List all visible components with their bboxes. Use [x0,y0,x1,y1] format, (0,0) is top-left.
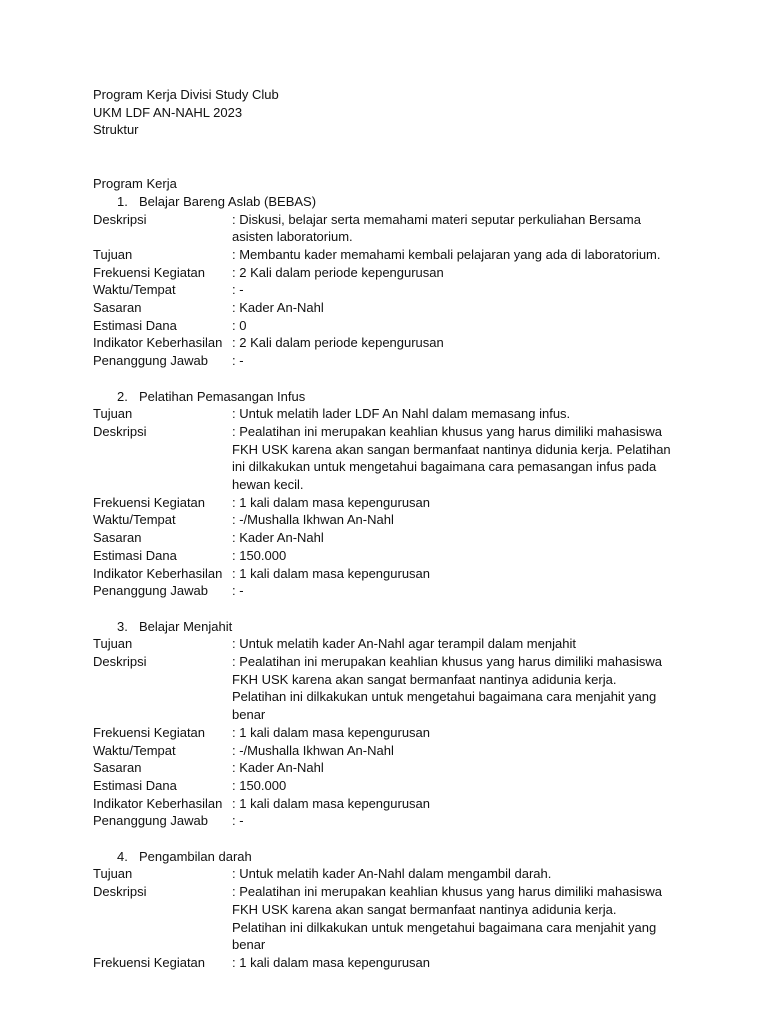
field-value: : 0 [232,317,247,333]
field-value: : Untuk melatih kader An-Nahl agar terampil dalam menjahit [232,636,576,652]
field-label: Frekuensi Kegiatan [93,955,206,970]
field-label: Estimasi Dana [93,547,177,563]
field-label: Tujuan [93,246,133,262]
section-title-text: Belajar Bareng Aslab (BEBAS) [139,193,317,209]
field-value: : - [232,282,244,298]
field-row [93,795,728,813]
doc-title-line-3: Struktur [93,122,139,138]
field-row [93,281,728,299]
field-row [93,423,728,494]
field-value: : 150.000 [232,547,287,563]
doc-title-line-2: UKM LDF AN-NAHL 2023 [93,104,243,120]
field-value: : Pealatihan ini merupakan keahlian khusus yang harus dimiliki mahasiswa FKH USK karena akan sangan bermanfaat nantinya didunia kerja. Pelatihan ini dilkakukan untuk mengetahui bagaimana cara pemasangan infus pada hewan kecil. [232,423,671,493]
field-label: Estimasi Dana [93,777,177,793]
field-row [93,865,728,883]
field-value: : Membantu kader memahami kembali pelajaran yang ada di laboratorium. [232,246,661,262]
field-label: Estimasi Dana [93,317,177,333]
field-label: Sasaran [93,530,142,546]
section-title [93,618,728,636]
field-label: Deskripsi [93,654,147,670]
field-value: : - [232,353,244,369]
field-label: Indikator Keberhasilan [93,795,223,811]
field-row [93,653,728,724]
section-number: 4. [117,848,128,864]
program-sections [93,193,728,972]
field-value: : 2 Kali dalam periode kepengurusan [232,335,444,351]
field-value: : Untuk melatih kader An-Nahl dalam mengambil darah. [232,866,552,882]
field-row [93,724,728,742]
field-row [93,511,728,529]
field-row [93,494,728,512]
field-value: : Untuk melatih lader LDF An Nahl dalam memasang infus. [232,406,571,422]
field-label: Deskripsi [93,884,147,900]
field-value: : 1 kali dalam masa kepengurusan [232,724,431,740]
field-value: : -/Mushalla Ikhwan An-Nahl [232,512,394,528]
field-row [93,405,728,423]
section-title [93,388,728,406]
field-value: : 1 kali dalam masa kepengurusan [232,565,431,581]
field-row [93,582,728,600]
field-value: : 1 kali dalam masa kepengurusan [232,494,431,510]
program-heading: Program Kerja [93,176,177,192]
field-label: Sasaran [93,760,142,776]
field-row [93,352,728,370]
field-row [93,635,728,653]
field-label: Waktu/Tempat [93,742,176,758]
field-value: : Kader An-Nahl [232,300,324,316]
field-row [93,246,728,264]
field-row [93,812,728,830]
field-value: : Kader An-Nahl [232,760,324,776]
field-label: Frekuensi Kegiatan [93,494,206,510]
field-row [93,264,728,282]
field-value: : 1 kali dalam masa kepengurusan [232,955,431,970]
field-row [93,211,728,246]
field-label: Penanggung Jawab [93,583,208,599]
field-label: Waktu/Tempat [93,512,176,528]
section-title [93,193,728,211]
field-row [93,954,728,972]
section-number: 1. [117,193,128,209]
field-value: : - [232,813,244,829]
field-label: Penanggung Jawab [93,353,208,369]
section-title-text: Pengambilan darah [139,848,252,864]
field-label: Tujuan [93,866,133,882]
field-value: : - [232,583,244,599]
field-value: : Kader An-Nahl [232,530,324,546]
section-title-text: Pelatihan Pemasangan Infus [139,388,306,404]
field-label: Frekuensi Kegiatan [93,724,206,740]
field-row [93,742,728,760]
field-label: Penanggung Jawab [93,813,208,829]
field-value: : 2 Kali dalam periode kepengurusan [232,264,444,280]
field-value: : 150.000 [232,777,287,793]
field-label: Indikator Keberhasilan [93,565,223,581]
field-label: Tujuan [93,636,133,652]
field-label: Deskripsi [93,211,147,227]
field-value: : -/Mushalla Ikhwan An-Nahl [232,742,394,758]
field-row [93,777,728,795]
field-label: Sasaran [93,300,142,316]
field-row [93,759,728,777]
field-value: : 1 kali dalam masa kepengurusan [232,795,431,811]
section-number: 3. [117,618,128,634]
section-number: 2. [117,388,128,404]
field-label: Frekuensi Kegiatan [93,264,206,280]
field-row [93,883,728,954]
field-value: : Pealatihan ini merupakan keahlian khusus yang harus dimiliki mahasiswa FKH USK karena akan sangat bermanfaat nantinya adidunia kerja. Pelatihan ini dilkakukan untuk mengetahui bagaimana cara menjahit yang benar [232,884,662,953]
field-row [93,317,728,335]
doc-title-line-1: Program Kerja Divisi Study Club [93,87,279,102]
section-title [93,848,728,866]
field-label: Tujuan [93,406,133,422]
field-row [93,334,728,352]
field-value: : Diskusi, belajar serta memahami materi seputar perkuliahan Bersama asisten laboratorium. [232,211,641,245]
field-label: Deskripsi [93,423,147,439]
field-row [93,565,728,583]
section-title-text: Belajar Menjahit [139,618,233,634]
field-label: Indikator Keberhasilan [93,335,223,351]
field-value: : Pealatihan ini merupakan keahlian khusus yang harus dimiliki mahasiswa FKH USK karena akan sangat bermanfaat nantinya adidunia kerja. Pelatihan ini dilkakukan untuk mengetahui bagaimana cara menjahit yang benar [232,654,662,723]
field-label: Waktu/Tempat [93,282,176,298]
field-row [93,299,728,317]
field-row [93,547,728,565]
field-row [93,529,728,547]
